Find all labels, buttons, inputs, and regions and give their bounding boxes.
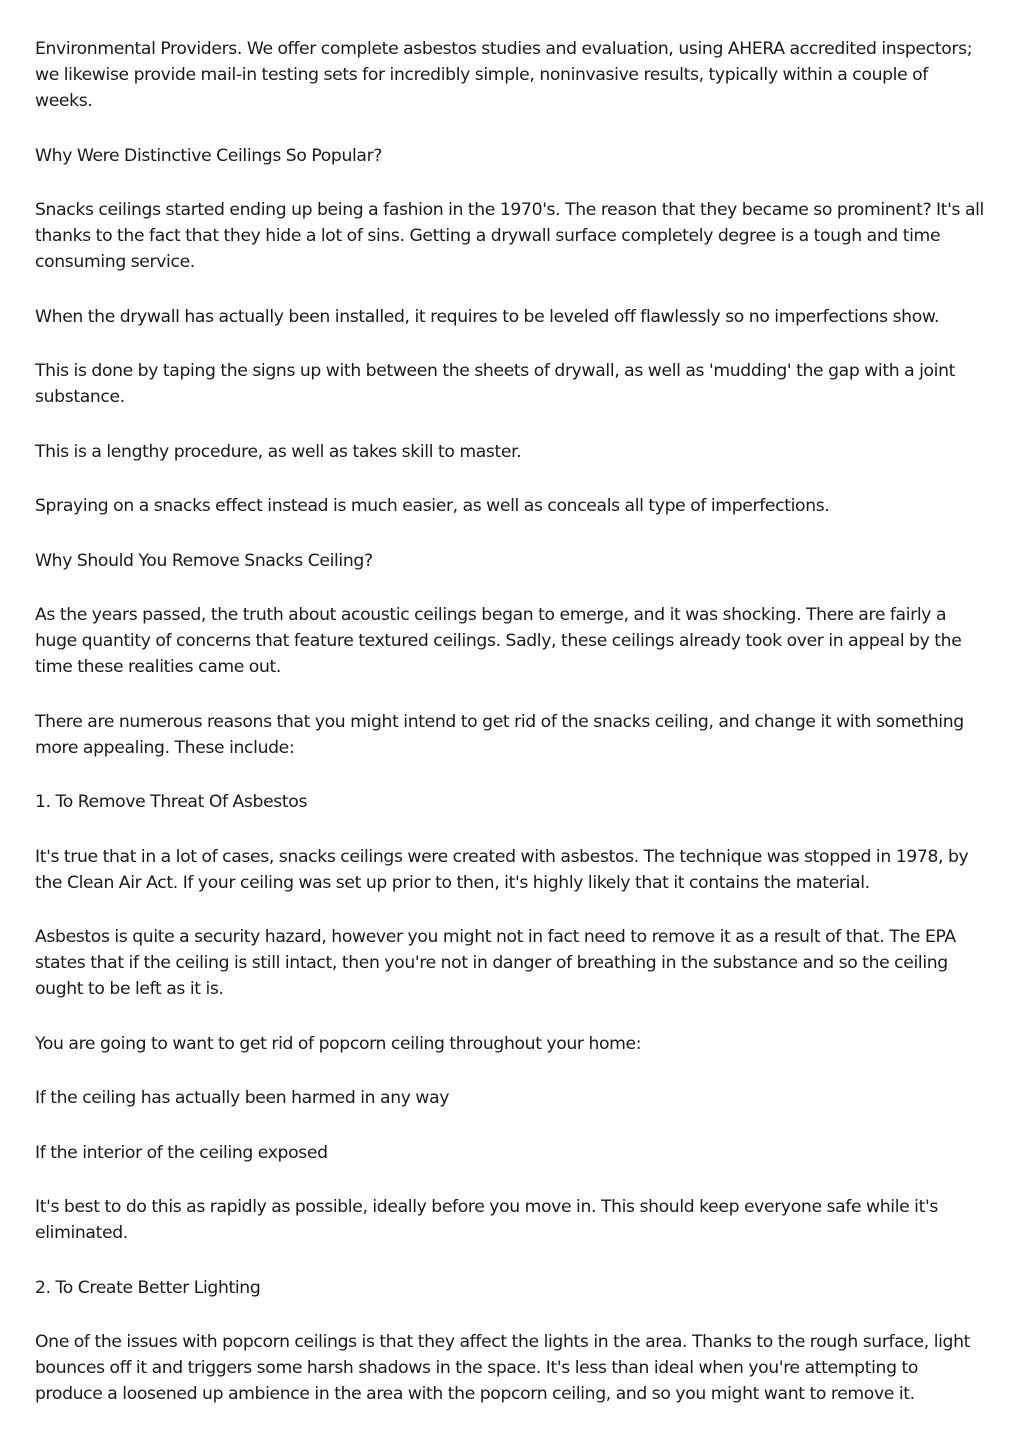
paragraph-1970s: Snacks ceilings started ending up being a fashion in the 1970's. The reason that they became so prominent? It's all thanks to the fact that they hide a lot of sins. Getting a drywall surface completely degree is a tough and time consuming service. <box>35 200 984 272</box>
paragraph-spraying: Spraying on a snacks effect instead is much easier, as well as conceals all type of imperfections. <box>35 496 830 516</box>
paragraph-want-remove: You are going to want to get rid of popcorn ceiling throughout your home: <box>35 1033 642 1054</box>
paragraph-reasons: There are numerous reasons that you might intend to get rid of the snacks ceiling, and change it with something more appealing. These include: <box>35 711 964 758</box>
list-item-exposed: If the interior of the ceiling exposed <box>35 1142 328 1163</box>
document-body <box>35 36 990 1436</box>
paragraph-drywall-installed: When the drywall has actually been installed, it requires to be leveled off flawlessly so no imperfections show. <box>35 306 940 327</box>
paragraph-epa: Asbestos is quite a security hazard, however you might not in fact need to remove it as a result of that. The EPA states that if the ceiling is still intact, then you're not in danger of breathing in the substance and so the ceiling ought to be left as it is. <box>35 927 956 999</box>
paragraph-truth-emerge: As the years passed, the truth about acoustic ceilings began to emerge, and it was shocking. There are fairly a huge quantity of concerns that feature textured ceilings. Sadly, these ceilings already took over in appeal by the time these realities came out. <box>35 605 962 677</box>
heading-lighting: 2. To Create Better Lighting <box>35 1277 261 1298</box>
heading-asbestos: 1. To Remove Threat Of Asbestos <box>35 792 308 812</box>
list-item-harmed: If the ceiling has actually been harmed in any way <box>35 1088 450 1108</box>
heading-why-remove: Why Should You Remove Snacks Ceiling? <box>35 550 373 571</box>
paragraph-lengthy-procedure: This is a lengthy procedure, as well as takes skill to master. <box>35 441 522 462</box>
paragraph-best-rapidly: It's best to do this as rapidly as possible, ideally before you move in. This should keep everyone safe while it's eliminated. <box>35 1197 938 1243</box>
paragraph-taping: This is done by taping the signs up with between the sheets of drywall, as well as 'mudding' the gap with a joint substance. <box>35 361 956 407</box>
heading-why-popular: Why Were Distinctive Ceilings So Popular? <box>35 145 383 166</box>
paragraph-clean-air-act: It's true that in a lot of cases, snacks ceilings were created with asbestos. The technique was stopped in 1978, by the Clean Air Act. If your ceiling was set up prior to then, it's highly likely that it contains the material. <box>35 846 969 893</box>
paragraph-intro: Environmental Providers. We offer complete asbestos studies and evaluation, using AHERA accredited inspectors; we likewise provide mail-in testing sets for incredibly simple, noninvasive results, typically within a couple of weeks. <box>35 39 973 111</box>
paragraph-lighting: One of the issues with popcorn ceilings is that they affect the lights in the area. Thanks to the rough surface, light bounces off it and triggers some harsh shadows in the space. It's less than ideal when you're attempting to produce a loosened up ambience in the area with the popcorn ceiling, and so you might want to remove it. <box>35 1332 971 1404</box>
